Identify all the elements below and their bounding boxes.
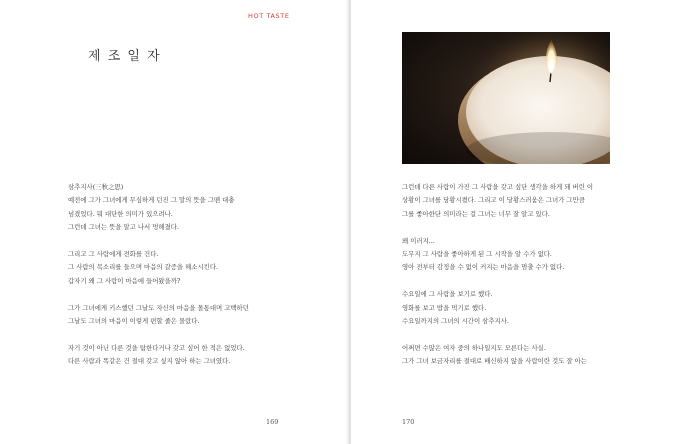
right-page-body: [402, 181, 593, 382]
text-line: 다른 사람과 똑같은 건 절대 갖고 싶지 않아 하는 그녀였다.: [68, 357, 231, 366]
text-line: 자기 것이 아닌 다른 것을 탐한다거나 갖고 싶어 한 적은 없었다.: [68, 343, 245, 352]
text-line: 그리고 그 사람에게 전화를 건다.: [68, 250, 159, 259]
text-line: 넘겼었다. 뭐 대단한 의미가 있으려나.: [68, 209, 173, 218]
paragraph: [402, 288, 593, 328]
text-line: 도무지 그 사람을 좋아하게 된 그 시작을 알 수가 없다.: [402, 250, 552, 259]
page-number: 170: [402, 418, 415, 426]
text-line: 예전에 그가 그녀에게 무심하게 던진 그 말의 뜻을 그땐 대충: [68, 196, 235, 205]
text-line: 갑자기 왜 그 사람이 마음에 들어왔을까?: [68, 276, 181, 285]
paragraph: [402, 181, 593, 221]
text-line: 그가 그녀에게 키스했던 그날도 자신의 마음을 몰통대며 고백하던: [68, 303, 249, 312]
text-line: 수요일에 그 사람을 보기로 했다.: [402, 290, 493, 299]
text-line: 그날도 그녀의 마음이 이렇게 편할 줄은 몰랐다.: [68, 317, 200, 326]
text-line: 그가 그녀 보금자리를 절대로 배신하지 않을 사람이란 것도 잘 아는: [402, 357, 587, 366]
running-head: HOT TASTE: [248, 12, 290, 20]
text-line: 그런데 그녀는 뜻을 알고 나서 멍해졌다.: [68, 223, 179, 232]
page-number: 169: [266, 418, 279, 426]
paragraph: [402, 235, 593, 275]
paragraph: [68, 248, 249, 288]
text-line: 그 사람의 목소리를 들으며 마음의 갈증을 해소시킨다.: [68, 263, 219, 272]
text-line: 그런데 다른 사람이 가진 그 사람을 갖고 싶단 생각을 하게 돼 버린 이: [402, 183, 594, 191]
text-line: 어쩌면 수많은 여자 중의 하나일지도 모른다는 사실.: [402, 343, 546, 352]
text-line: 수요일까지의 그녀의 시간이 삼추지사.: [402, 317, 509, 326]
text-line: 그를 좋아한단 의미라는 걸 그녀는 너무 잘 알고 있다.: [402, 209, 550, 218]
paragraph: [68, 342, 249, 369]
text-line: 영아 전부터 감정을 수 없이 커지는 마음을 멈출 수가 없다.: [402, 263, 565, 272]
paragraph: [68, 181, 249, 235]
left-page-body: [68, 181, 249, 382]
text-line: 영화를 보고 밥을 먹기로 했다.: [402, 303, 487, 312]
text-line: 왜 이러지...: [402, 236, 435, 245]
text-line: 삼추지사(三秋之思): [68, 183, 124, 191]
paragraph: [402, 342, 593, 369]
candle-photo: [402, 32, 610, 164]
text-line: 상황이 그녀를 당황시켰다. 그리고 이 당황스러움은 그녀가 그만큼: [402, 196, 585, 205]
left-page: [0, 0, 349, 444]
chapter-title: 제 조 일 자: [88, 49, 162, 64]
paragraph: [68, 302, 249, 329]
